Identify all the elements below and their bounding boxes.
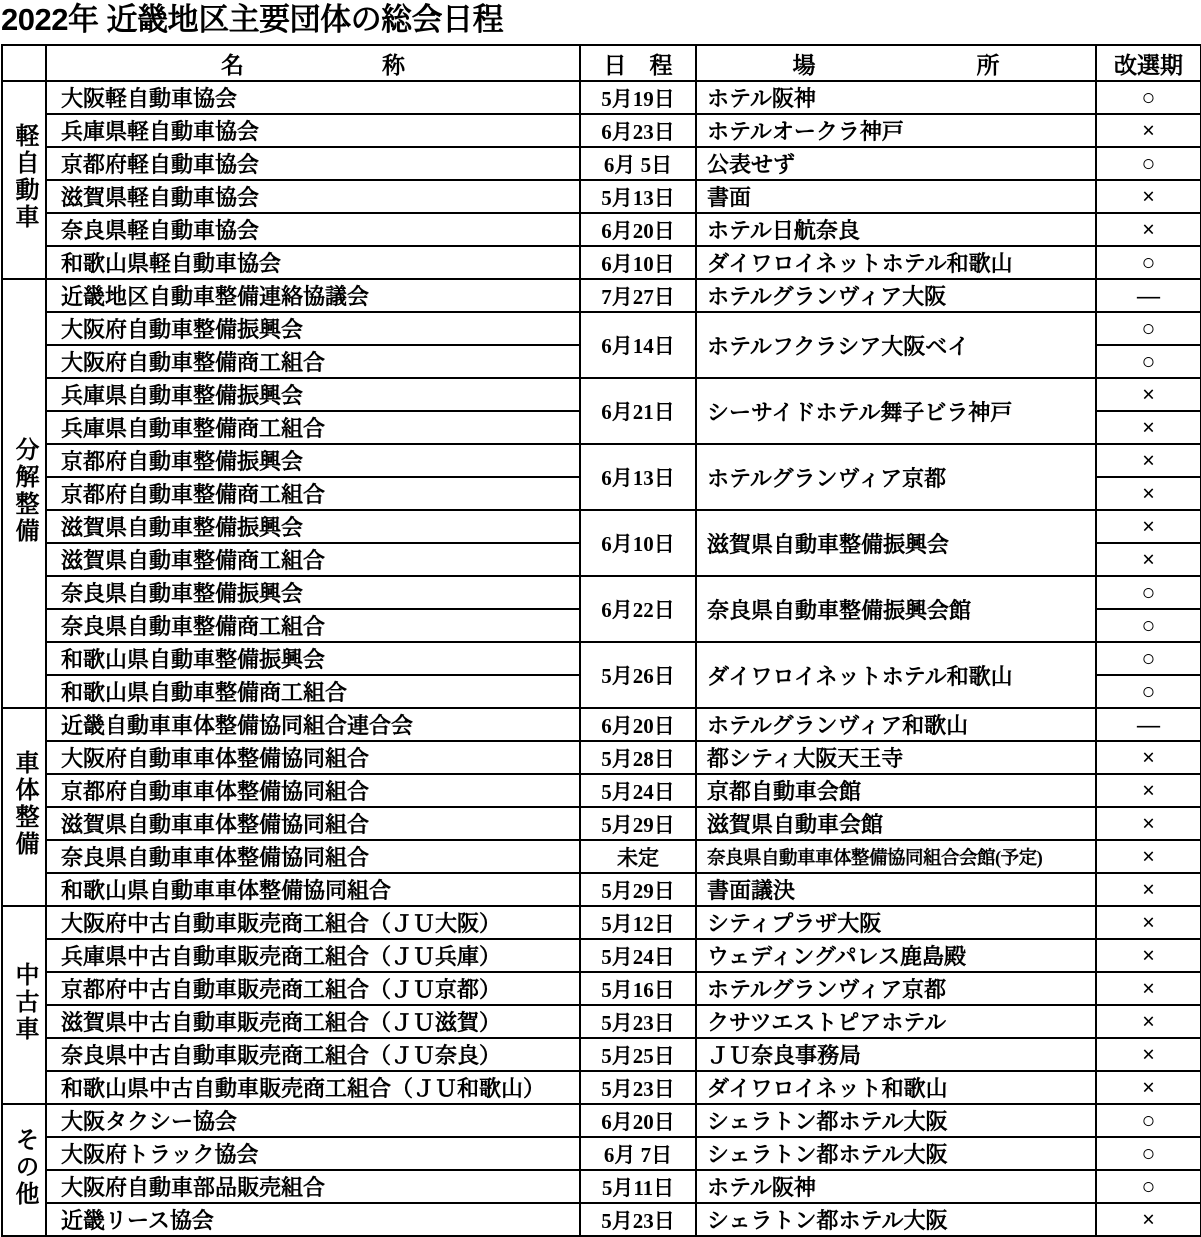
- table-row: [2, 1203, 1201, 1236]
- place-cell: 公表せず: [696, 147, 1096, 180]
- place-cell: クサツエストピアホテル: [696, 1005, 1096, 1038]
- header-section-spacer: [2, 45, 46, 81]
- section-label-text: その他: [11, 1126, 37, 1208]
- table-row: [2, 1104, 1201, 1137]
- table-row: [2, 1005, 1201, 1038]
- org-name-cell: 和歌山県自動車車体整備協同組合: [46, 873, 580, 906]
- section-label-text: 中古車: [11, 961, 37, 1043]
- place-cell: 書面議決: [696, 873, 1096, 906]
- place-cell: 奈良県自動車整備振興会館: [696, 576, 1096, 642]
- table-row: [2, 213, 1201, 246]
- reelection-term-cell: ×: [1096, 873, 1201, 906]
- date-cell: 6月10日: [580, 246, 696, 279]
- date-cell: 6月22日: [580, 576, 696, 642]
- org-name-cell: 滋賀県自動車整備振興会: [46, 510, 580, 543]
- table-row: [2, 1137, 1201, 1170]
- header-term: 改選期: [1096, 45, 1201, 81]
- org-name-cell: 大阪府自動車整備振興会: [46, 312, 580, 345]
- date-cell: 5月28日: [580, 741, 696, 774]
- reelection-term-cell: ○: [1096, 576, 1201, 609]
- org-name-cell: 大阪府自動車部品販売組合: [46, 1170, 580, 1203]
- date-cell: 5月29日: [580, 873, 696, 906]
- date-cell: 5月13日: [580, 180, 696, 213]
- schedule-table: [1, 44, 1201, 1237]
- date-cell: 5月24日: [580, 939, 696, 972]
- place-cell: 滋賀県自動車整備振興会: [696, 510, 1096, 576]
- date-cell: 5月23日: [580, 1203, 696, 1236]
- table-row: [2, 642, 1201, 675]
- reelection-term-cell: ×: [1096, 543, 1201, 576]
- reelection-term-cell: ×: [1096, 378, 1201, 411]
- place-cell: シェラトン都ホテル大阪: [696, 1137, 1096, 1170]
- org-name-cell: 大阪府中古自動車販売商工組合（ＪＵ大阪）: [46, 906, 580, 939]
- place-cell: ホテルグランヴィア和歌山: [696, 708, 1096, 741]
- table-row: [2, 807, 1201, 840]
- date-cell: 6月23日: [580, 114, 696, 147]
- place-cell: ホテル阪神: [696, 81, 1096, 114]
- date-cell: 5月24日: [580, 774, 696, 807]
- place-cell: シーサイドホテル舞子ビラ神戸: [696, 378, 1096, 444]
- org-name-cell: 奈良県自動車整備商工組合: [46, 609, 580, 642]
- date-cell: 7月27日: [580, 279, 696, 312]
- reelection-term-cell: ×: [1096, 774, 1201, 807]
- date-cell: 5月11日: [580, 1170, 696, 1203]
- org-name-cell: 和歌山県自動車整備商工組合: [46, 675, 580, 708]
- table-row: [2, 246, 1201, 279]
- reelection-term-cell: ×: [1096, 180, 1201, 213]
- table-row: [2, 774, 1201, 807]
- date-cell: 6月20日: [580, 1104, 696, 1137]
- place-cell: ホテルフクラシア大阪ベイ: [696, 312, 1096, 378]
- date-cell: 5月12日: [580, 906, 696, 939]
- reelection-term-cell: ×: [1096, 1038, 1201, 1071]
- date-cell: 5月16日: [580, 972, 696, 1005]
- reelection-term-cell: ×: [1096, 477, 1201, 510]
- place-cell: シティプラザ大阪: [696, 906, 1096, 939]
- date-cell: 6月13日: [580, 444, 696, 510]
- place-cell: ダイワロイネットホテル和歌山: [696, 246, 1096, 279]
- reelection-term-cell: ×: [1096, 213, 1201, 246]
- org-name-cell: 京都府自動車車体整備協同組合: [46, 774, 580, 807]
- org-name-cell: 兵庫県自動車整備商工組合: [46, 411, 580, 444]
- reelection-term-cell: ×: [1096, 114, 1201, 147]
- reelection-term-cell: ×: [1096, 411, 1201, 444]
- reelection-term-cell: ×: [1096, 972, 1201, 1005]
- reelection-term-cell: —: [1096, 708, 1201, 741]
- org-name-cell: 近畿地区自動車整備連絡協議会: [46, 279, 580, 312]
- date-cell: 5月26日: [580, 642, 696, 708]
- place-cell: ホテルグランヴィア京都: [696, 972, 1096, 1005]
- section-label: [2, 906, 46, 1104]
- org-name-cell: 京都府軽自動車協会: [46, 147, 580, 180]
- table-row: [2, 444, 1201, 477]
- org-name-cell: 京都府自動車整備商工組合: [46, 477, 580, 510]
- header-name: 名 称: [46, 45, 580, 81]
- date-cell: 5月23日: [580, 1071, 696, 1104]
- org-name-cell: 奈良県自動車整備振興会: [46, 576, 580, 609]
- org-name-cell: 大阪府トラック協会: [46, 1137, 580, 1170]
- place-cell: 京都自動車会館: [696, 774, 1096, 807]
- reelection-term-cell: ×: [1096, 444, 1201, 477]
- reelection-term-cell: ○: [1096, 345, 1201, 378]
- org-name-cell: 奈良県自動車車体整備協同組合: [46, 840, 580, 873]
- table-row: [2, 708, 1201, 741]
- org-name-cell: 滋賀県中古自動車販売商工組合（ＪＵ滋賀）: [46, 1005, 580, 1038]
- reelection-term-cell: ○: [1096, 81, 1201, 114]
- reelection-term-cell: ×: [1096, 840, 1201, 873]
- date-cell: 6月14日: [580, 312, 696, 378]
- org-name-cell: 滋賀県自動車整備商工組合: [46, 543, 580, 576]
- table-row: [2, 378, 1201, 411]
- table-row: [2, 741, 1201, 774]
- org-name-cell: 京都府自動車整備振興会: [46, 444, 580, 477]
- place-cell: 奈良県自動車車体整備協同組合会館(予定): [696, 840, 1096, 873]
- date-cell: 6月21日: [580, 378, 696, 444]
- reelection-term-cell: ○: [1096, 1137, 1201, 1170]
- reelection-term-cell: ×: [1096, 1203, 1201, 1236]
- org-name-cell: 大阪府自動車整備商工組合: [46, 345, 580, 378]
- reelection-term-cell: ○: [1096, 312, 1201, 345]
- section-label: [2, 708, 46, 906]
- place-cell: 書面: [696, 180, 1096, 213]
- reelection-term-cell: ×: [1096, 510, 1201, 543]
- table-row: [2, 1038, 1201, 1071]
- org-name-cell: 奈良県中古自動車販売商工組合（ＪＵ奈良）: [46, 1038, 580, 1071]
- table-row: [2, 180, 1201, 213]
- table-row: [2, 1170, 1201, 1203]
- header-row: [2, 45, 1201, 81]
- section-label-text: 分解整備: [11, 436, 37, 545]
- table-row: [2, 147, 1201, 180]
- table-row: [2, 840, 1201, 873]
- date-cell: 未定: [580, 840, 696, 873]
- org-name-cell: 滋賀県軽自動車協会: [46, 180, 580, 213]
- page-title: 2022年 近畿地区主要団体の総会日程: [1, 2, 504, 37]
- org-name-cell: 大阪タクシー協会: [46, 1104, 580, 1137]
- reelection-term-cell: ○: [1096, 675, 1201, 708]
- org-name-cell: 奈良県軽自動車協会: [46, 213, 580, 246]
- reelection-term-cell: ○: [1096, 609, 1201, 642]
- table-row: [2, 1071, 1201, 1104]
- org-name-cell: 和歌山県軽自動車協会: [46, 246, 580, 279]
- org-name-cell: 京都府中古自動車販売商工組合（ＪＵ京都）: [46, 972, 580, 1005]
- org-name-cell: 和歌山県中古自動車販売商工組合（ＪＵ和歌山）: [46, 1071, 580, 1104]
- section-label-text: 軽自動車: [11, 123, 37, 232]
- org-name-cell: 大阪府自動車車体整備協同組合: [46, 741, 580, 774]
- place-cell: ダイワロイネット和歌山: [696, 1071, 1096, 1104]
- reelection-term-cell: ○: [1096, 1104, 1201, 1137]
- date-cell: 5月25日: [580, 1038, 696, 1071]
- place-cell: ウェディングパレス鹿島殿: [696, 939, 1096, 972]
- org-name-cell: 和歌山県自動車整備振興会: [46, 642, 580, 675]
- place-cell: シェラトン都ホテル大阪: [696, 1203, 1096, 1236]
- date-cell: 6月20日: [580, 213, 696, 246]
- section-label: [2, 279, 46, 708]
- header-place: 場 所: [696, 45, 1096, 81]
- place-cell: ホテル日航奈良: [696, 213, 1096, 246]
- reelection-term-cell: —: [1096, 279, 1201, 312]
- header-date: 日 程: [580, 45, 696, 81]
- table-row: [2, 312, 1201, 345]
- section-label-text: 車体整備: [11, 750, 37, 859]
- reelection-term-cell: ×: [1096, 741, 1201, 774]
- table-row: [2, 906, 1201, 939]
- table-body: [2, 81, 1201, 1236]
- org-name-cell: 近畿リース協会: [46, 1203, 580, 1236]
- reelection-term-cell: ○: [1096, 246, 1201, 279]
- place-cell: ＪＵ奈良事務局: [696, 1038, 1096, 1071]
- reelection-term-cell: ×: [1096, 1071, 1201, 1104]
- section-label: [2, 81, 46, 279]
- place-cell: ホテルグランヴィア京都: [696, 444, 1096, 510]
- date-cell: 6月20日: [580, 708, 696, 741]
- table-row: [2, 972, 1201, 1005]
- table-row: [2, 114, 1201, 147]
- org-name-cell: 兵庫県軽自動車協会: [46, 114, 580, 147]
- table-row: [2, 510, 1201, 543]
- reelection-term-cell: ○: [1096, 1170, 1201, 1203]
- place-cell: ダイワロイネットホテル和歌山: [696, 642, 1096, 708]
- reelection-term-cell: ×: [1096, 939, 1201, 972]
- date-cell: 5月19日: [580, 81, 696, 114]
- reelection-term-cell: ×: [1096, 906, 1201, 939]
- table-row: [2, 939, 1201, 972]
- reelection-term-cell: ○: [1096, 642, 1201, 675]
- reelection-term-cell: ×: [1096, 807, 1201, 840]
- reelection-term-cell: ×: [1096, 1005, 1201, 1038]
- org-name-cell: 近畿自動車車体整備協同組合連合会: [46, 708, 580, 741]
- table-row: [2, 873, 1201, 906]
- org-name-cell: 大阪軽自動車協会: [46, 81, 580, 114]
- org-name-cell: 兵庫県中古自動車販売商工組合（ＪＵ兵庫）: [46, 939, 580, 972]
- table-row: [2, 576, 1201, 609]
- place-cell: ホテルオークラ神戸: [696, 114, 1096, 147]
- place-cell: 都シティ大阪天王寺: [696, 741, 1096, 774]
- date-cell: 6月10日: [580, 510, 696, 576]
- date-cell: 6月 7日: [580, 1137, 696, 1170]
- org-name-cell: 兵庫県自動車整備振興会: [46, 378, 580, 411]
- table-row: [2, 81, 1201, 114]
- place-cell: ホテルグランヴィア大阪: [696, 279, 1096, 312]
- place-cell: 滋賀県自動車会館: [696, 807, 1096, 840]
- place-cell: ホテル阪神: [696, 1170, 1096, 1203]
- date-cell: 6月 5日: [580, 147, 696, 180]
- place-cell: シェラトン都ホテル大阪: [696, 1104, 1096, 1137]
- table-row: [2, 279, 1201, 312]
- org-name-cell: 滋賀県自動車車体整備協同組合: [46, 807, 580, 840]
- date-cell: 5月23日: [580, 1005, 696, 1038]
- reelection-term-cell: ○: [1096, 147, 1201, 180]
- date-cell: 5月29日: [580, 807, 696, 840]
